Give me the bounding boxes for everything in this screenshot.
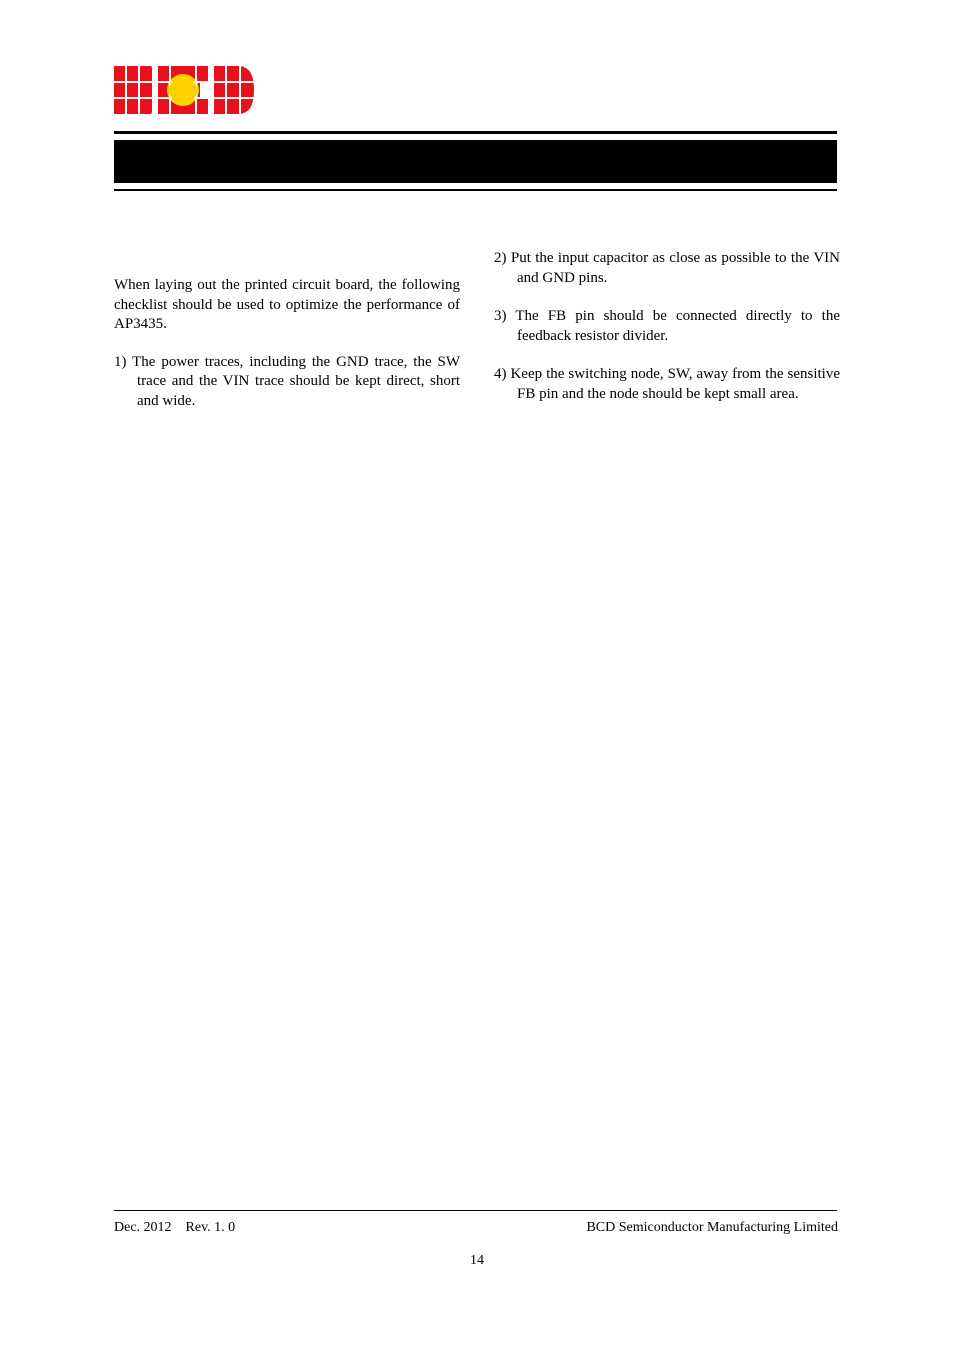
logo-letter-d [214,66,254,114]
right-column [494,249,840,423]
checklist-item-3: 3) The FB pin should be connected directly to the feedback resistor divider. [494,308,840,344]
footer-rule [114,1210,837,1211]
header-rule-top [114,131,837,134]
logo-letter-b [114,66,152,114]
checklist-item-1: 1) The power traces, including the GND trace, the SW trace and the VIN trace should be kept direct, short and wide. [114,353,460,409]
checklist-item-2: 2) Put the input capacitor as close as possible to the VIN and GND pins. [494,250,840,286]
footer-company: BCD Semiconductor Manufacturing Limited [586,1220,838,1235]
footer-date-revision: Dec. 2012 Rev. 1. 0 [114,1220,236,1235]
checklist-item-4: 4) Keep the switching node, SW, away from the sensitive FB pin and the node should be kept small area. [494,366,840,402]
intro-paragraph: When laying out the printed circuit board, the following checklist should be used to optimize the performance of AP3435. [114,277,460,332]
header-rule-bottom [114,189,837,191]
left-column [114,276,460,430]
bcd-logo [114,66,254,114]
page-number: 14 [470,1253,484,1268]
header-title-bar [114,140,837,183]
